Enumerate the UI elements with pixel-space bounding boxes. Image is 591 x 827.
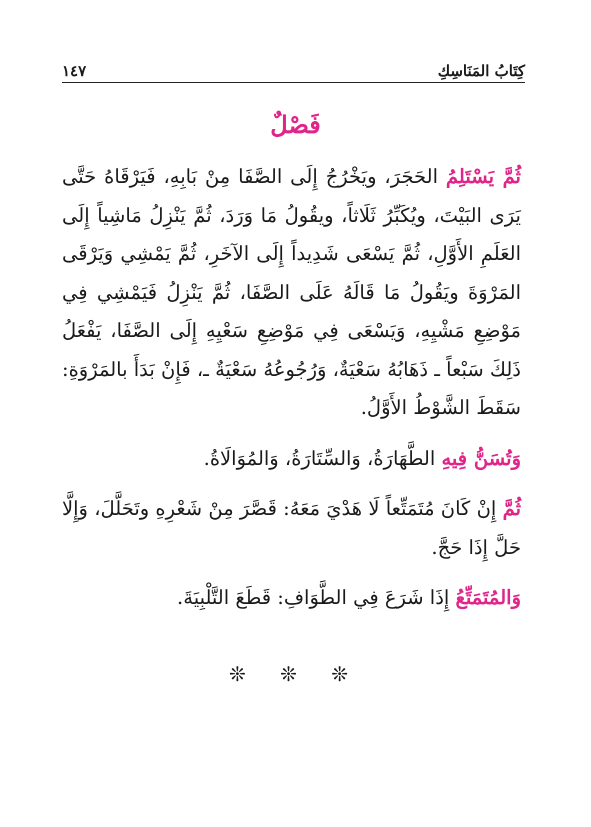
paragraph-text: إِذَا شَرَعَ فِي الطَّوَافِ: قَطَعَ التَّلْبِيَةَ.	[177, 586, 456, 609]
running-header	[62, 50, 525, 83]
section-title: فَصْلٌ	[270, 110, 321, 139]
paragraph-1	[62, 158, 521, 428]
paragraph-lead: ثُمَّ	[502, 497, 521, 520]
paragraph-text: الحَجَرَ، ويَخْرُجُ إِلَى الصَّفَا مِنْ بَابِهِ، فَيَرْقَاهُ حَتَّى يَرَى البَيْتَ، ويُكَبِّرُ ثَلَاثاً، ويقُولُ مَا وَرَدَ، ثُمَّ يَنْزِلُ مَاشِياً إِلَى العَلَمِ الأَوَّلِ، ثُمَّ يَسْعَى شَدِيداً إِلَى الآخَرِ، ثُمَّ يَمْشِي وَيَرْقَى المَرْوَةَ ويَقُولُ مَا قَالَهُ عَلَى الصَّفَا، ثُمَّ يَنْزِلُ فَيَمْشِي فِي مَوْضِعِ مَشْيِهِ، وَيَسْعَى فِي مَوْضِعِ سَعْيِهِ إِلَى الصَّفَا، يَفْعَلُ ذَلِكَ سَبْعاً ـ ذَهَابُهُ سَعْيَةٌ، وَرُجُوعُهُ سَعْيَةٌ ـ، فَإِنْ بَدَأَ بالمَرْوَةِ: سَقَطَ الشَّوْطُ الأَوَّلُ.	[62, 165, 521, 419]
paragraph-text: الطَّهَارَةُ، وَالسِّتَارَةُ، وَالمُوَالَاةُ.	[203, 446, 442, 470]
book-chapter-title: كِتَابُ المَنَاسِكِ	[437, 62, 525, 80]
paragraph-2	[62, 440, 521, 479]
end-ornament: ❊ ❊ ❊	[229, 662, 362, 686]
paragraph-lead: وَتُسَنُّ فِيهِ	[441, 446, 521, 470]
paragraph-4	[62, 579, 521, 618]
paragraph-text: إِنْ كَانَ مُتَمَتِّعاً لَا هَدْيَ مَعَهُ: قَصَّرَ مِنْ شَعْرِهِ وتَحَلَّلَ، وَإِلَّا حَلَّ إِذَا حَجَّ.	[62, 497, 521, 559]
paragraph-lead: ثُمَّ يَسْتَلِمُ	[445, 165, 521, 188]
paragraph-3	[62, 490, 521, 567]
page-number: ١٤٧	[62, 62, 87, 80]
main-text	[62, 158, 521, 618]
paragraph-lead: وَالمُتَمَتِّعُ	[455, 586, 521, 609]
